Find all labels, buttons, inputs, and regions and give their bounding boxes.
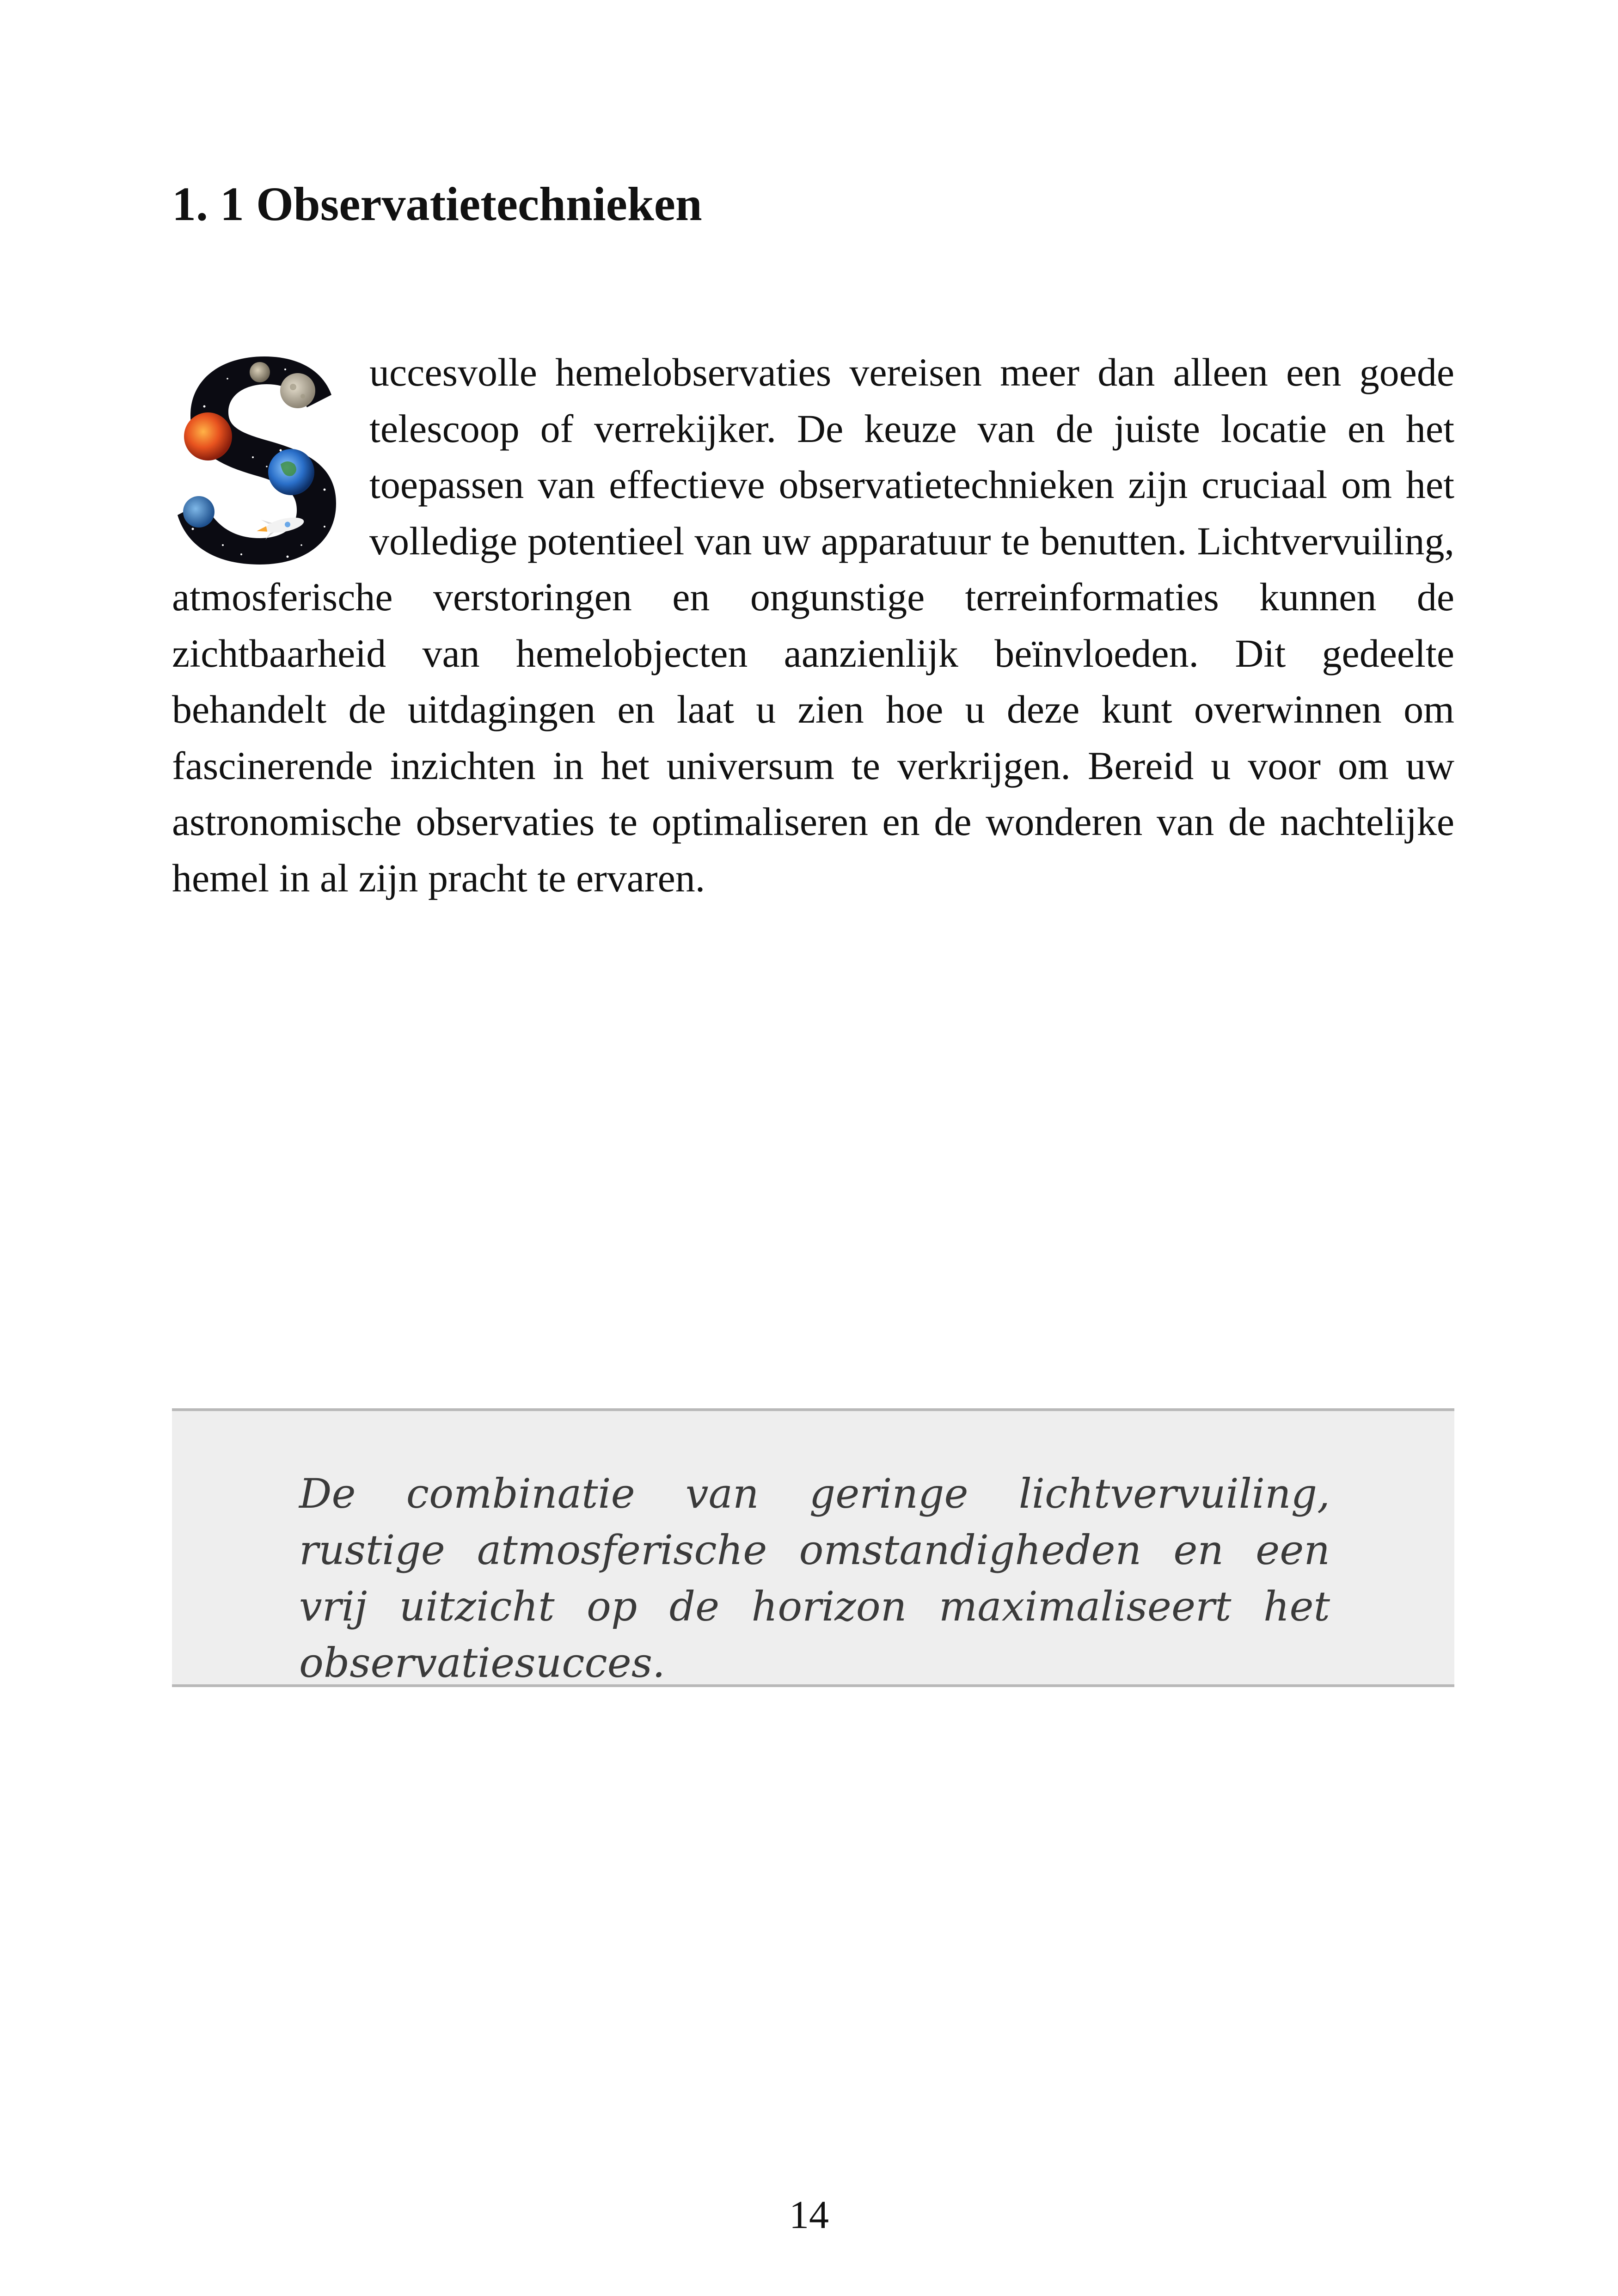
- page-number: 14: [789, 2192, 829, 2237]
- body-paragraph-block: [172, 344, 1454, 906]
- space-letter-s-icon: [172, 351, 344, 568]
- callout-text: De combinatie van geringe lichtvervuiling, rustige atmosferische omstandigheden en een vrij uitzicht op de horizon maximaliseert het observatiesucces.: [299, 1470, 1330, 1687]
- section-heading: 1. 1 Observatietechnieken: [172, 178, 702, 231]
- callout-box: [172, 1408, 1454, 1687]
- body-paragraph-text: uccesvolle hemelobservaties vereisen meer dan alleen een goede telescoop of verrekijker. De keuze van de juiste locatie en het toepassen van effectieve observatietechnieken zijn cruciaal om het volledige potentieel van uw apparatuur te benutten. Lichtvervuiling, atmosferische verstoringen en ongunstige terreinformaties kunnen de zichtbaarheid van hemelobjecten aanzienlijk beïnvloeden. Dit gedeelte behandelt de uitdagingen en laat u zien hoe u deze kunt overwinnen om fascinerende inzichten in het universum te verkrijgen. Bereid u voor om uw astronomische observaties te optimaliseren en de wonderen van de nachtelijke hemel in al zijn pracht te ervaren.: [172, 350, 1454, 900]
- dropcap-s-illustration: [172, 351, 344, 568]
